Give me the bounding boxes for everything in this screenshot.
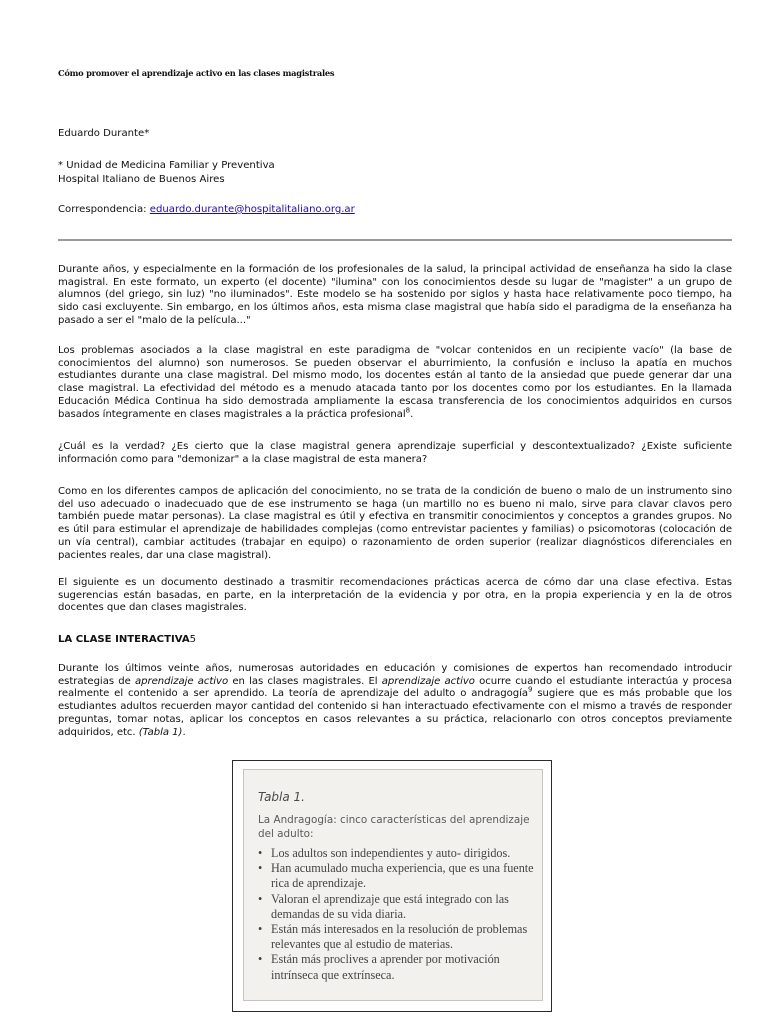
p6-end: .: [182, 726, 186, 738]
horizontal-divider: [58, 239, 732, 241]
p6-emphasis-2: aprendizaje activo: [381, 675, 475, 687]
table-1-item: • Valoran el aprendizaje que está integrado con las demandas de su vida diaria.: [258, 892, 548, 922]
paragraph-problems-end: .: [410, 408, 414, 420]
affiliation-unit: * Unidad de Medicina Familiar y Preventiva: [58, 160, 275, 171]
p6-part-a: Durante los últimos veinte años, numerosas autoridades en educación y comisiones de expertos han recomendado introducir estrategias de: [58, 663, 732, 687]
document-title: Cómo promover el aprendizaje activo en las clases magistrales: [58, 68, 335, 78]
table-1-reference: (Tabla 1): [138, 726, 183, 738]
table-1-list: [258, 846, 548, 983]
table-1-panel: [243, 769, 543, 1001]
table-1-item: • Están más interesados en la resolución de problemas relevantes que al estudio de materias.: [258, 922, 548, 952]
correspondence-label: Correspondencia:: [58, 204, 150, 215]
p6-part-b: en las clases magistrales. El: [228, 675, 382, 687]
p6-part-d: sugiere que es más probable que los estudiantes adultos recuerden mayor cantidad del contenido si han interactuado efectivamente con el mismo a través de responder preguntas, tomar notas, aplicar los conceptos en casos relevantes a su práctica, relacionarlo con otros conceptos previamente adquiridos, etc.: [58, 688, 732, 738]
table-1-item: • Han acumulado mucha experiencia, que es una fuente rica de aprendizaje.: [258, 861, 548, 891]
reference-5: 5: [189, 634, 197, 645]
paragraph-problems: [58, 345, 732, 421]
affiliation-hospital: Hospital Italiano de Buenos Aires: [58, 174, 225, 185]
table-1-figure: [232, 760, 552, 1012]
section-heading-text: LA CLASE INTERACTIVA: [58, 634, 190, 645]
author-name: Eduardo Durante*: [58, 128, 150, 139]
correspondence-line: [58, 204, 355, 217]
p6-emphasis-1: aprendizaje activo: [135, 675, 229, 687]
table-1-item: • Están más proclives a aprender por motivación intrínseca que extrínseca.: [258, 952, 548, 982]
paragraph-document-purpose: El siguiente es un documento destinado a trasmitir recomendaciones prácticas acerca de cómo dar una clase efectiva. Estas sugerencias están basadas, en parte, en la interpretación de la evidencia y por otra, en la propia experiencia y en la de otros docentes que dan clases magistrales.: [58, 577, 732, 614]
table-1-subtitle: La Andragogía: cinco características del aprendizaje del adulto:: [258, 814, 530, 840]
paragraph-problems-text: Los problemas asociados a la clase magistral en este paradigma de "volcar contenidos en un recipiente vacío" (la base de conocimientos del alumno) son numerosos. Se pueden observar el aburrimiento, la confusión e incluso la apatía en muchos estudiantes durante una clase magistral. Del mismo modo, los docentes están al tanto de la ansiedad que puede generar dar una clase magistral. La efectividad del método es a menudo atacada tanto por los docentes como por los estudiantes. En la llamada Educación Médica Continua ha sido demostrada ampliamente la escasa transferencia de los conocimientos adquiridos en cursos basados íntegramente en clases magistrales a la práctica profesional: [58, 345, 732, 420]
paragraph-instrument: Como en los diferentes campos de aplicación del conocimiento, no se trata de la condición de bueno o malo de un instrumento sino del uso adecuado o inadecuado que de ese instrumento se haga (un martillo no es bueno ni malo, sirve para clavar clavos pero también puede matar personas). La clase magistral es útil y efectiva en transmitir conocimientos y conceptos a grandes grupos. No es útil para estimular el aprendizaje de habilidades complejas (como entrevistar pacientes y familias) o psicomotoras (colocación de un vía central), cambiar actitudes (trabajar en equipo) o razonamiento de orden superior (realizar diagnósticos diferenciales en pacientes reales, dar una clase magistral).: [58, 486, 732, 561]
paragraph-active-learning: [58, 663, 732, 739]
table-1-title: Tabla 1.: [258, 790, 305, 804]
reference-8: 8: [405, 406, 411, 415]
reference-9: 9: [528, 686, 533, 695]
p6-part-c: ocurre cuando el estudiante interactúa y procesa realmente el contenido a ser aprendido. La teoría de aprendizaje del adulto o andragogía: [58, 675, 733, 700]
table-1-item: • Los adultos son independientes y auto- dirigidos.: [258, 846, 548, 861]
section-heading: [58, 634, 196, 645]
paragraph-intro: Durante años, y especialmente en la formación de los profesionales de la salud, la principal actividad de enseñanza ha sido la clase magistral. En este formato, un experto (el docente) "ilumina" con los conocimientos desde su lugar de "magister" a un grupo de alumnos (del griego, sin luz) "no iluminados". Este modelo se ha sostenido por siglos y hasta hace relativamente poco tiempo, ha sido casi excluyente. Sin embargo, en los últimos años, esta misma clase magistral que había sido el paradigma de la enseñanza ha pasado a ser el "malo de la película...": [58, 264, 732, 326]
correspondence-email-link[interactable]: eduardo.durante@hospitalitaliano.org.ar: [149, 204, 355, 215]
paragraph-question: ¿Cuál es la verdad? ¿Es cierto que la clase magistral genera aprendizaje superficial y descontextualizado? ¿Existe suficiente información como para "demonizar" a la clase magistral de esta manera?: [58, 441, 732, 465]
